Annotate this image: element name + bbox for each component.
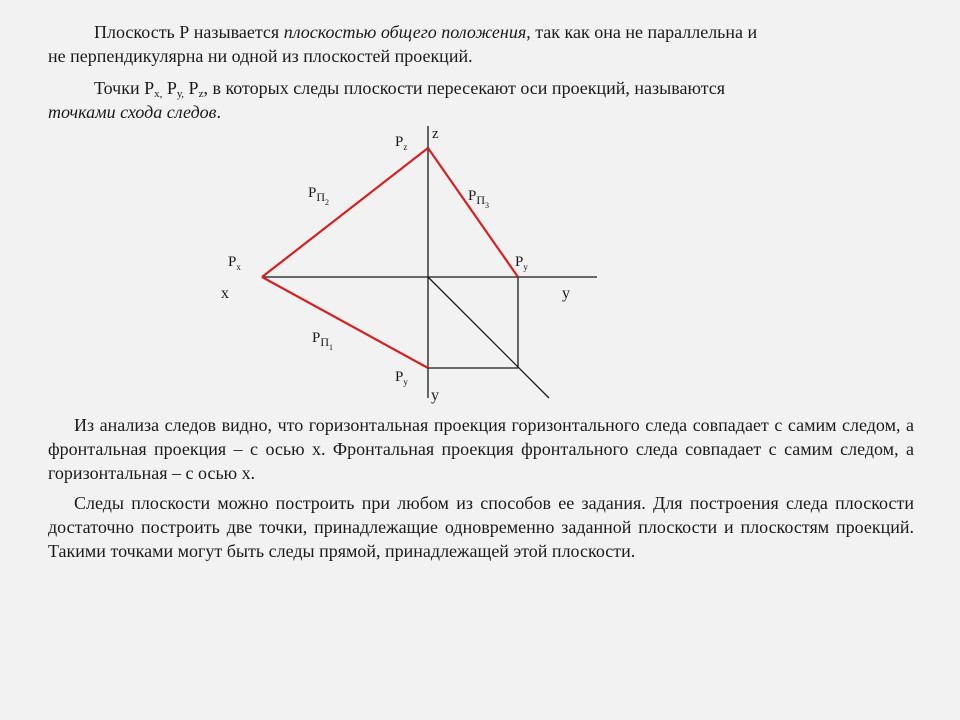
trace-p1-label: $P_{П1}$ (312, 330, 334, 352)
horizontal-trace-line (262, 277, 428, 368)
intro-text: Плоскость Р называется (94, 22, 284, 42)
axis-y-right-label: y (562, 285, 570, 302)
trace-p2-label: $P_{П2}$ (308, 185, 330, 207)
axis-y-down-label: y (431, 387, 439, 404)
axis-x-label: x (221, 285, 229, 302)
intro-text: Р (184, 78, 199, 98)
frontal-trace-line (262, 148, 428, 277)
diagonal-construction-line (428, 277, 549, 398)
intro-text: Точки Р (94, 78, 155, 98)
intro-text: , так как она не параллельна и (526, 22, 758, 42)
point-py-down-label: $P_y$ (395, 369, 408, 387)
subscript: z (198, 88, 204, 100)
point-px-label: $P_x$ (228, 254, 241, 272)
analysis-text: Из анализа следов видно, что горизонтальная проекция горизонтального следа совпадает с самим следом, а фронтальная проекция – с осью х. Фронтальная проекция фронтального следа совпадает с самим следом, а горизонтальная – с осью х. (48, 415, 914, 483)
analysis-paragraph-2 (48, 491, 914, 563)
point-py-right-label: $P_y$ (515, 254, 528, 272)
axis-z-label: z (432, 126, 439, 142)
subscript: у, (176, 88, 185, 100)
intro-text: Р (162, 78, 177, 98)
trace-p3-label: $P_{П3}$ (468, 188, 490, 210)
analysis-paragraph-1 (48, 413, 914, 485)
term-general-position: плоскостью общего положения (283, 22, 527, 42)
point-pz-label: $P_z$ (395, 134, 408, 152)
intro-text: . (216, 102, 221, 122)
intro-text: , в которых следы плоскости пересекают оси проекций, называются (203, 78, 726, 98)
profile-trace-line (428, 148, 518, 277)
analysis-text: Следы плоскости можно построить при любом из способов ее задания. Для построения следа плоскости достаточно построить две точки, принадлежащие одновременно заданной плоскости и плоскостям проекций. Такими точками могут быть следы прямой, принадлежащей этой плоскости. (48, 493, 914, 561)
subscript: х, (154, 88, 163, 100)
intro-text: не перпендикулярна ни одной из плоскостей проекций. (48, 46, 473, 66)
term-vanishing-points: точками схода следов (48, 102, 217, 122)
